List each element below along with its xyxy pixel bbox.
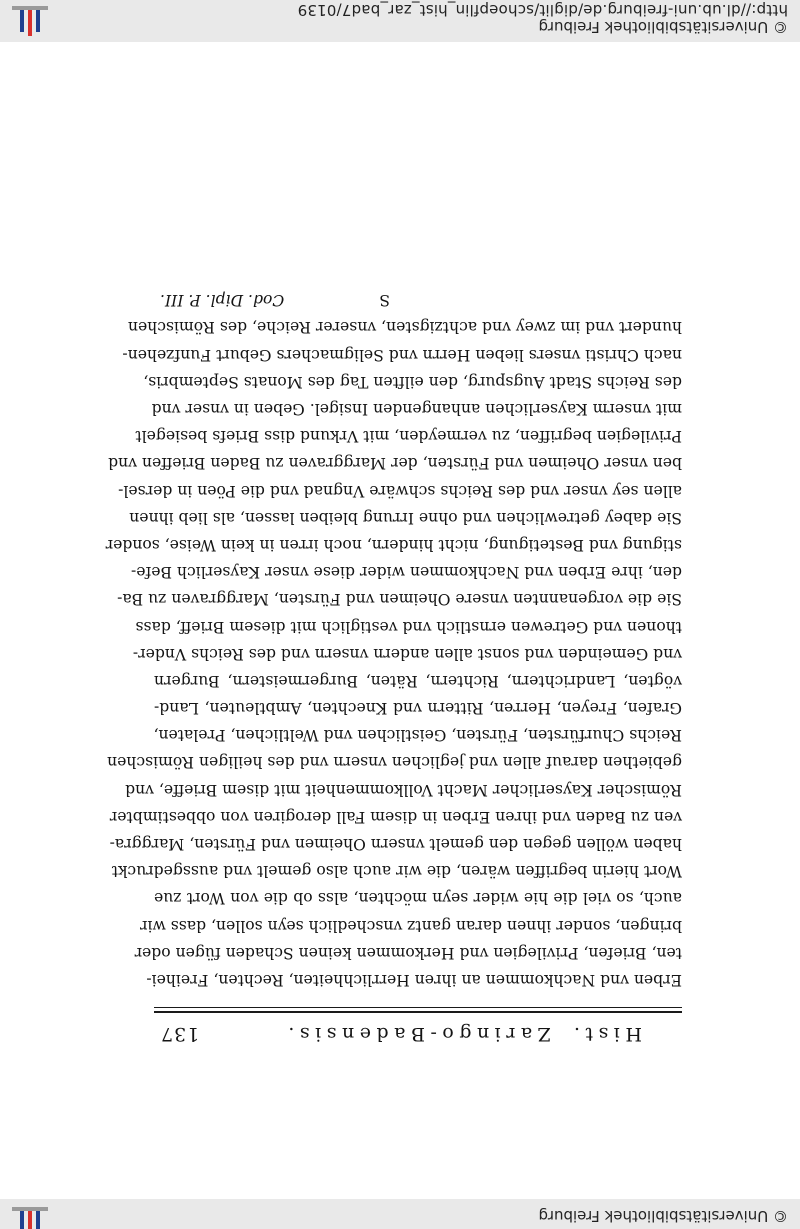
text-line: nach Christi vnsers lieben Herrn vnd Seligmachers Geburt Funfzehen- bbox=[122, 345, 682, 364]
copyright-credit: © Universitätsbibliothek Freiburg bbox=[538, 18, 788, 36]
text-line: Reichs Churfürsten, Fürsten, Geistlichen vnd Weltlichen, Prelaten, bbox=[153, 726, 682, 745]
text-line: gebiethen darauf allen vnd jeglichen vnsern vnd des heiligen Römischen bbox=[107, 753, 682, 772]
permalink-url[interactable]: http://dl.ub.uni-freiburg.de/diglit/schoepflin_hist_zar_bad7/0139 bbox=[297, 1, 788, 19]
library-logo-icon bbox=[10, 1201, 50, 1229]
text-line: Erben vnd Nachkommen an ihren Herrlichheiten, Rechten, Freihei- bbox=[146, 971, 682, 989]
text-line: auch, so viel die hie wider seyn möchten, alss ob die von Wort zue bbox=[154, 889, 682, 908]
running-head bbox=[154, 1019, 682, 1049]
book-page bbox=[105, 281, 682, 1049]
text-line: mit vnserm Kayserlichen anhangenden Insigel. Geben in vnser vnd bbox=[151, 400, 682, 419]
text-line: des Reichs Stadt Augspurg, den eilften Tag des Monats Septembris, bbox=[143, 372, 682, 391]
head-rule-thick bbox=[154, 1011, 682, 1013]
running-head-title: Hist. Zaringo-Badensis. bbox=[282, 1023, 642, 1045]
logo-red-bar bbox=[28, 6, 32, 36]
library-logo-icon bbox=[10, 0, 50, 38]
signature-mark: S bbox=[379, 291, 390, 310]
text-line: Sie dabey getrewlichen vnd ohne Irrung bleiben lassen, als lieb ihnen bbox=[129, 508, 682, 527]
text-line: hundert vnd im zwey vnd achtzigsten, vnserer Reiche, des Römischen bbox=[127, 318, 682, 337]
bottom-credit-bar bbox=[0, 0, 800, 42]
text-line: Privilegien begriffen, zu vermeyden, mit Vrkund diss Briefs besiegelt bbox=[135, 427, 682, 446]
text-line: thonen vnd Getrewen ernstlich vnd vestiglich mit diesem Brieff, dass bbox=[135, 617, 682, 636]
text-line: haben wöllen gegen den gemelt vnsern Oheimen vnd Fürsten, Marggra- bbox=[109, 835, 682, 854]
text-line: ven zu Baden vnd ihren Erben in disem Fall derogiren von obbestimbter bbox=[109, 807, 682, 826]
logo-grey-bar bbox=[12, 1207, 48, 1211]
logo-grey-bar bbox=[12, 6, 48, 10]
top-credit-bar bbox=[0, 1199, 800, 1229]
text-line: Römischer Kayserlicher Macht Vollkommenheit mit disem Brieffe, vnd bbox=[125, 780, 682, 799]
text-line: Grafen, Freyen, Herren, Rittern vnd Knechten, Ambtleuten, Land- bbox=[154, 699, 682, 718]
text-line: bringen, sonder ihnen daran gantz vnschedlich seyn sollen, dass wir bbox=[140, 916, 682, 935]
text-line: stigung vnd Bestetigung, nicht hindern, noch irren in kein Weise, sonder bbox=[105, 536, 682, 554]
text-line: Wort hierin begriffen wären, die wir auch also gemelt vnd aussgedruckt bbox=[111, 862, 682, 881]
text-line: vnd Gemeinden vnd sonst allen andern vnsern vnd des Reichs Vnder- bbox=[132, 644, 682, 663]
body-text bbox=[105, 313, 682, 993]
head-rule-thin bbox=[154, 1007, 682, 1008]
catchword: Cod. Dipl. P. III. bbox=[160, 291, 285, 310]
text-line: den, ihre Erben vnd Nachkommen wider diese vnser Kayserlich Befe- bbox=[131, 563, 682, 582]
page-number: 137 bbox=[160, 1023, 200, 1045]
text-line: ben vnser Oheimen vnd Fürsten, der Marggraven zu Baden Brieffen vnd bbox=[108, 454, 682, 473]
copyright-credit: © Universitätsbibliothek Freiburg bbox=[538, 1207, 788, 1225]
text-line: Sie die vorgenannten vnsere Oheimen vnd Fürsten, Marggraven zu Ba- bbox=[117, 590, 682, 609]
text-line: vögten, Landrichtern, Richtern, Räten, Burgermeistern, Burgern bbox=[154, 671, 682, 690]
page-footer bbox=[154, 281, 682, 311]
text-line: ten, Briefen, Privilegien vnd Herkommen keinen Schaden fügen oder bbox=[134, 943, 682, 962]
text-line: allen sey vnser vnd des Reichs schwäre Vngnad vnd die Pöen in dersel- bbox=[118, 481, 682, 500]
